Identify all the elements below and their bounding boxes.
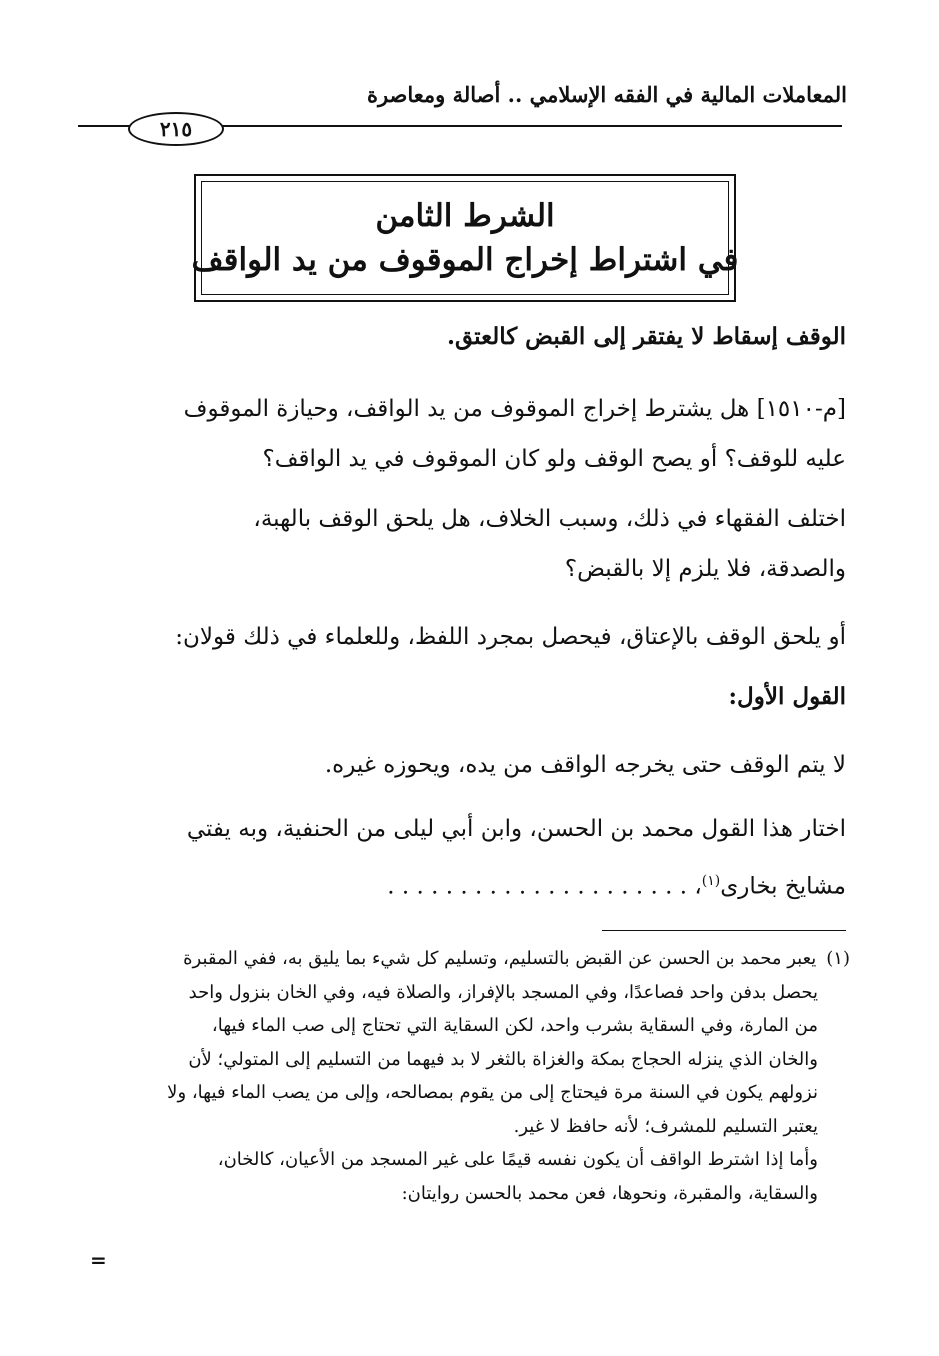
opening-rule-statement: الوقف إسقاط لا يفتقر إلى القبض كالعتق. bbox=[446, 323, 846, 350]
footnote-marker: (١) bbox=[826, 948, 850, 969]
section-title-line-1: الشرط الثامن bbox=[375, 198, 555, 234]
paragraph-disagreement-line-1: اختلف الفقهاء في ذلك، وسبب الخلاف، هل يلحق الوقف بالهبة، bbox=[253, 506, 846, 532]
footnote-line-4: والخان الذي ينزله الحجاج بمكة والغزاة بالثغر لا بد فيهما من التسليم إلى المتولي؛ لأن bbox=[188, 1048, 818, 1070]
continuation-mark: = bbox=[90, 1248, 107, 1272]
proponents-text: مشايخ بخارى bbox=[720, 873, 846, 900]
footnote-line-7: وأما إذا اشترط الواقف أن يكون نفسه قيمًا على غير المسجد من الأعيان، كالخان، bbox=[217, 1149, 818, 1170]
paragraph-disagreement-line-2: والصدقة، فلا يلزم إلا بالقبض؟ bbox=[564, 556, 846, 582]
footnotes-block bbox=[84, 942, 850, 1210]
trailing-dots: ، . . . . . . . . . . . . . . . . . . . . . bbox=[387, 873, 702, 900]
heading-first-opinion: القول الأول: bbox=[728, 683, 846, 710]
paragraph-two-opinions: أو يلحق الوقف بالإعتاق، فيحصل بمجرد اللفظ، وللعلماء في ذلك قولان: bbox=[175, 624, 846, 650]
footnote-separator bbox=[602, 930, 846, 931]
paragraph-question-line-2: عليه للوقف؟ أو يصح الوقف ولو كان الموقوف في يد الواقف؟ bbox=[262, 446, 846, 472]
footnote-line-2: يحصل بدفن واحد فصاعدًا، وفي المسجد بالإفراز، والصلاة فيه، وفي الخان بنزول واحد bbox=[188, 981, 818, 1003]
section-title-line-2: في اشتراط إخراج الموقوف من يد الواقف bbox=[191, 242, 739, 278]
paragraph-proponents-line-2 bbox=[84, 856, 846, 912]
footnote-line-6: يعتبر التسليم للمشرف؛ لأنه حافظ لا غير. bbox=[513, 1115, 818, 1137]
page-number: ٢١٥ bbox=[128, 112, 224, 146]
paragraph-first-opinion: لا يتم الوقف حتى يخرجه الواقف من يده، ويحوزه غيره. bbox=[324, 752, 846, 778]
footnote-line-8: والسقاية، والمقبرة، ونحوها، فعن محمد بالحسن روايتان: bbox=[401, 1182, 818, 1204]
section-title-inner-frame bbox=[191, 181, 739, 295]
footnote-line-1 bbox=[84, 942, 850, 976]
footnote-line-3: من المارة، وفي السقاية بشرب واحد، لكن السقاية التي تحتاج إلى صب الماء فيها، bbox=[211, 1015, 818, 1036]
footnote-text-1: يعبر محمد بن الحسن عن القبض بالتسليم، وتسليم كل شيء بما يليق به، ففي المقبرة bbox=[183, 948, 817, 969]
section-title-frame bbox=[191, 174, 739, 302]
running-header-title: المعاملات المالية في الفقه الإسلامي .. أصالة ومعاصرة bbox=[366, 82, 847, 107]
footnote-reference: (١) bbox=[701, 873, 721, 889]
paragraph-question-line-1: [م-١٥١٠] هل يشترط إخراج الموقوف من يد الواقف، وحيازة الموقوف bbox=[183, 396, 846, 422]
paragraph-proponents-line-1: اختار هذا القول محمد بن الحسن، وابن أبي ليلى من الحنفية، وبه يفتي bbox=[186, 816, 846, 842]
footnote-line-5: نزولهم يكون في السنة مرة فيحتاج إلى من يقوم بمصالحه، وإلى من يصب الماء فيها، ولا bbox=[167, 1082, 818, 1103]
